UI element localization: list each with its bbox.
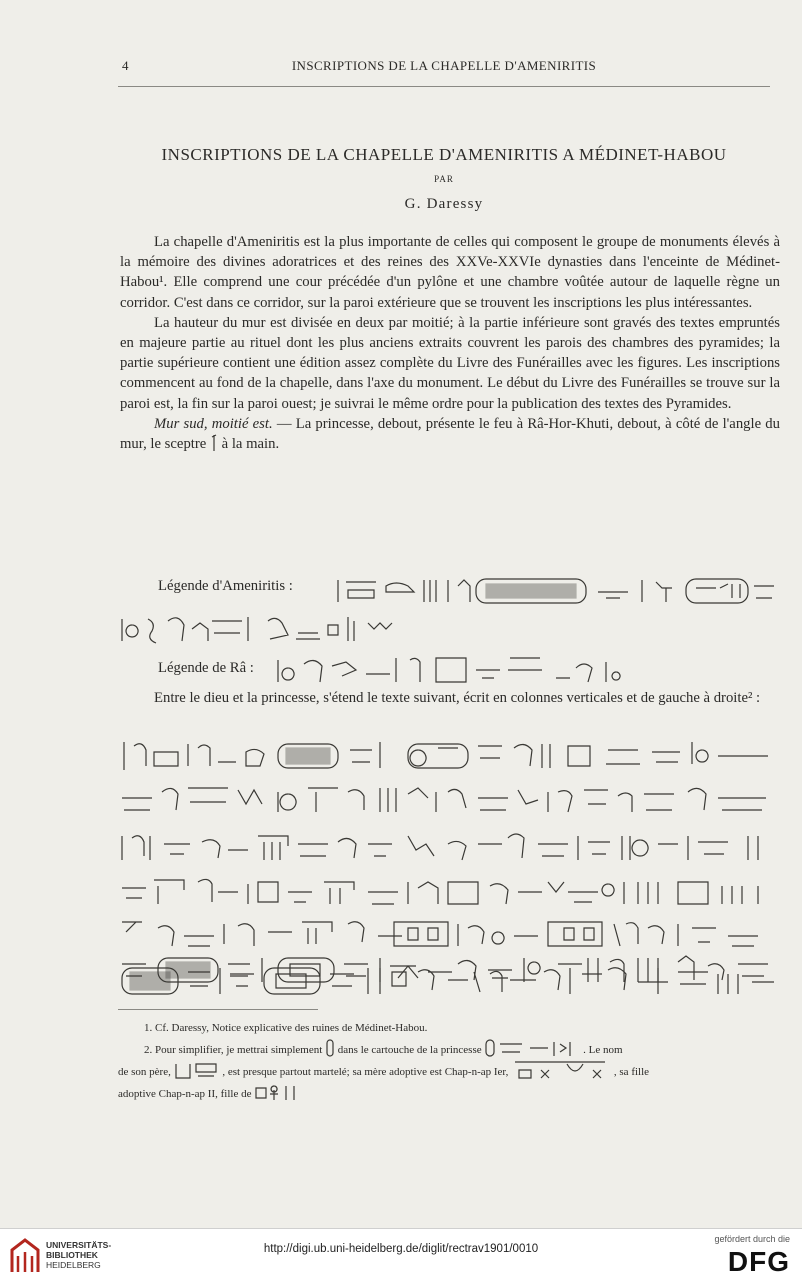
cartouche-small-icon (325, 1038, 335, 1058)
footnote-2-part-c: . Le nom (583, 1044, 623, 1056)
library-line-2: BIBLIOTHEK (46, 1250, 98, 1260)
page-number: 4 (122, 58, 129, 73)
father-name-glyph-icon (174, 1060, 220, 1080)
footnote-2-part-f: , sa fille (613, 1066, 650, 1078)
hieroglyph-row-ameniritis-icon (336, 576, 776, 606)
dfg-logo[interactable]: DFG (727, 1246, 790, 1277)
entre-paragraph-wrap (120, 688, 780, 708)
hieroglyph-row-ra-icon (276, 650, 656, 686)
entre-paragraph: Entre le dieu et la princesse, s'étend le texte suivant, écrit en colonnes verticales et de gauche à droite² : (154, 690, 761, 706)
footnote-2-part-a: 2. Pour simplifier, je mettrai simplement (144, 1044, 323, 1056)
running-title: INSCRIPTIONS DE LA CHAPELLE D'AMENIRITIS (291, 58, 597, 73)
mur-text: — La princesse, debout, présente le feu à Râ-Hor-Khuti, debout, à côté de l'angle du mur, le sceptre (120, 415, 780, 453)
header-rule (118, 86, 770, 87)
footnote-2-part-d: de son père, (118, 1066, 171, 1078)
hieroglyphic-line-7-icon (118, 960, 778, 1004)
hiero-line-5 (122, 922, 758, 946)
author: G. Daressy (404, 196, 484, 212)
footer-bar (0, 1228, 802, 1286)
hiero-line-4 (122, 879, 758, 904)
mur-label: Mur sud, moitié est. (154, 415, 273, 432)
paragraph-mur (120, 414, 780, 454)
library-line-3: HEIDELBERG (46, 1260, 101, 1270)
footnote-2-part-b: dans le cartouche de la princesse (337, 1044, 482, 1056)
permalink-url[interactable]: http://digi.ub.uni-heidelberg.de/diglit/rectrav1901/0010 (263, 1243, 539, 1255)
legend-ameniritis: Légende d'Ameniritis : (158, 578, 293, 594)
footnotes (118, 1018, 778, 1104)
article-body (120, 232, 780, 454)
princess-cartouche-icon (484, 1038, 580, 1058)
par-label: PAR (434, 174, 454, 184)
hiero-line-1 (124, 742, 768, 770)
article-title: INSCRIPTIONS DE LA CHAPELLE D'AMENIRITIS A MÉDINET-HABOU (161, 145, 727, 164)
hiero-line-2 (122, 788, 766, 812)
footnote-2-part-g: adoptive Chap-n-ap II, fille de (118, 1088, 252, 1100)
funded-by-label: gefördert durch die (714, 1234, 790, 1244)
footnote-rule (118, 1009, 318, 1010)
paragraph-2: La hauteur du mur est divisée en deux par moitié; à la partie inférieure sont gravés des textes empruntés en majeure partie au rituel dont les plus anciens extraits couvrent les parois des chambres des pyramides; la partie supérieure contient une édition assez complète du Livre des Funérailles avec les figures. Les inscriptions commencent au fond de la chapelle, dans l'axe du monument. Le début du Livre des Funérailles se trouve sur la paroi est, la fin sur la paroi ouest; je suivrai le même ordre pour la publication des textes des Pyramides. (120, 314, 780, 412)
footnote-1: 1. Cf. Daressy, Notice explicative des ruines de Médinet-Habou. (144, 1022, 428, 1034)
footnote-2-part-e: , est presque partout martelé; sa mère adoptive est Chap-n-ap Ier, (222, 1066, 509, 1078)
university-library-logo-icon[interactable] (8, 1236, 42, 1276)
hieroglyph-row-2-icon (118, 611, 478, 645)
mur-text-end: à la main. (217, 436, 280, 453)
paragraph-1: La chapelle d'Ameniritis est la plus importante de celles qui composent le groupe de monuments élevés à la mémoire des divines adoratrices et des reines des XXVe-XXVIe dynasties dans l'enceinte de Médinet-Habou¹. Elle comprend une cour précédée d'un pylône et une chambre voûtée autour de laquelle règne un corridor. C'est dans ce corridor, sur la paroi extérieure que se trouvent les inscriptions les plus intéressantes. (120, 234, 780, 311)
hiero-line-3 (122, 834, 758, 860)
library-line-1: UNIVERSITÄTS- (46, 1240, 112, 1250)
footnote-2-line-2 (118, 1060, 778, 1082)
sceptre-glyph-icon (210, 434, 218, 452)
legend-ra: Légende de Râ : (158, 660, 254, 676)
footnote-2-line-1 (118, 1038, 778, 1060)
mother-name-glyph-icon (511, 1060, 611, 1080)
daughter-name-glyph-icon (254, 1082, 302, 1102)
footnote-2-line-3 (118, 1082, 778, 1104)
